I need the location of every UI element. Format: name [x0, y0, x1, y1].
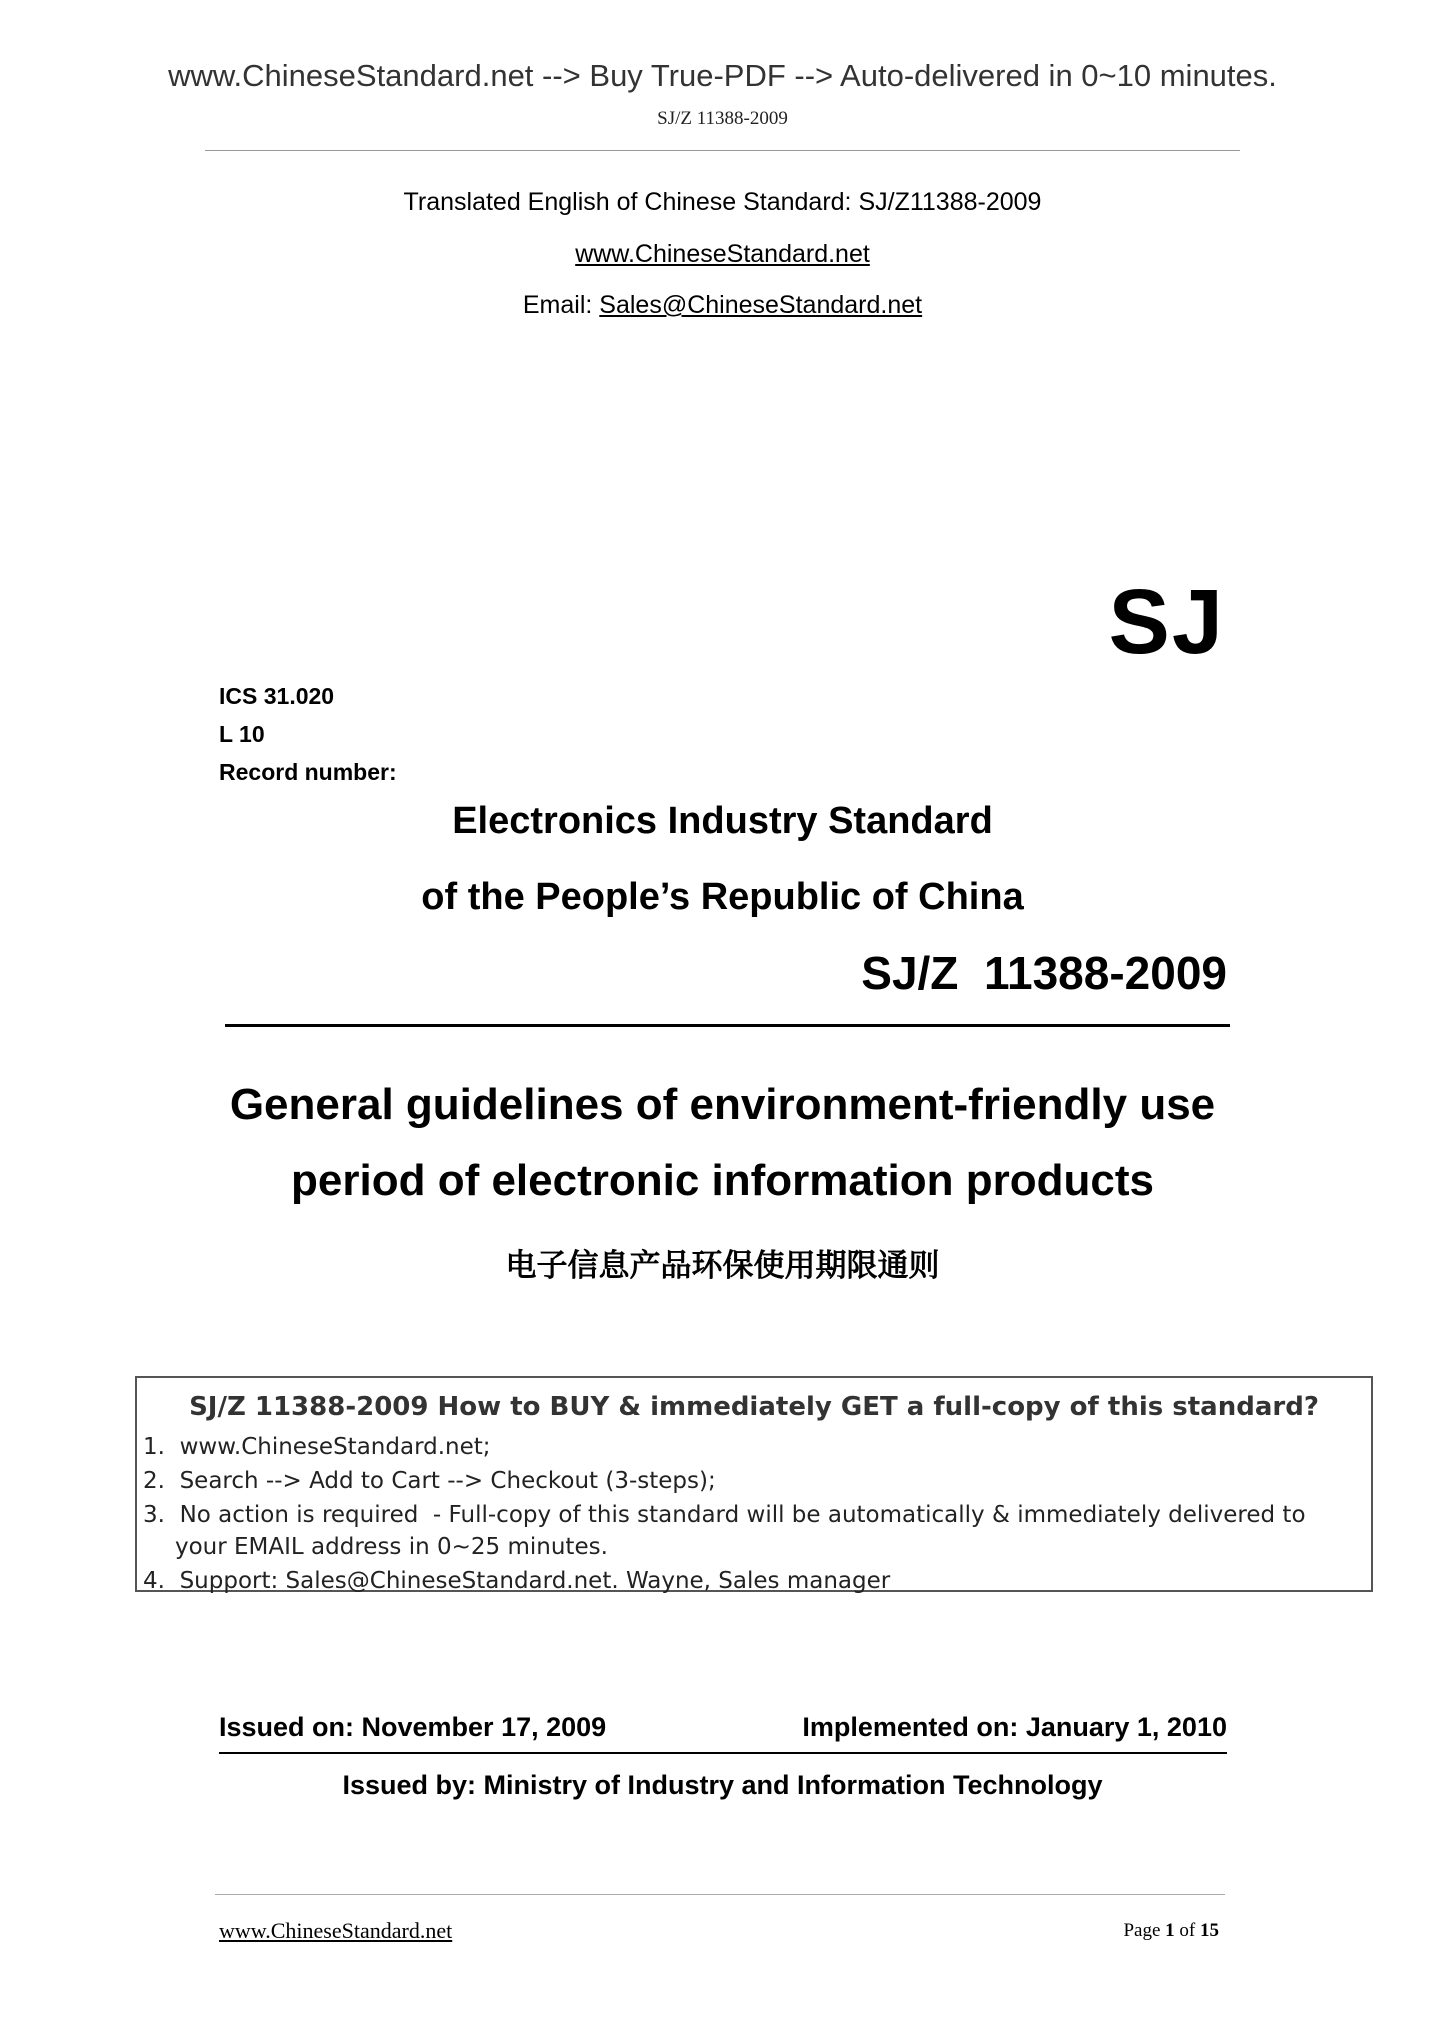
footer-divider: [215, 1894, 1225, 1895]
standard-number: SJ/Z 11388-2009: [861, 947, 1227, 999]
issued-by: Issued by: Ministry of Industry and Information Technology: [342, 1770, 1103, 1800]
translated-title: Translated English of Chinese Standard: SJ/Z11388-2009: [403, 188, 1042, 216]
org-title-line1: Electronics Industry Standard: [452, 800, 993, 842]
buy-instructions-box: [135, 1376, 1373, 1592]
buy-step-4: 4. Support: Sales@ChineseStandard.net. Wayne, Sales manager: [143, 1568, 891, 1594]
buy-box-title: SJ/Z 11388-2009 How to BUY & immediately GET a full-copy of this standard?: [189, 1392, 1319, 1422]
l-code: L 10: [219, 721, 265, 747]
email-line: [0, 291, 1445, 320]
site-link-text[interactable]: www.ChineseStandard.net: [575, 240, 870, 268]
email-label: Email:: [522, 291, 593, 319]
implemented-on: Implemented on: January 1, 2010: [802, 1712, 1227, 1742]
title-en-line2: period of electronic information products: [291, 1156, 1154, 1205]
issue-divider: [219, 1752, 1227, 1754]
ics-code: ICS 31.020: [219, 683, 335, 709]
sj-logo: SJ: [1108, 571, 1225, 673]
title-zh: 电子信息产品环保使用期限通则: [505, 1248, 940, 1283]
title-divider: [225, 1024, 1230, 1027]
classification-block: [219, 677, 397, 791]
page-of: of: [1179, 1920, 1196, 1941]
buy-step-3: 3. No action is required - Full-copy of this standard will be automatically & immediately delivered to: [143, 1502, 1306, 1528]
buy-step-2: 2. Search --> Add to Cart --> Checkout (3-steps);: [143, 1468, 716, 1494]
page-total: 15: [1200, 1920, 1219, 1941]
title-en-line1: General guidelines of environment-friendly use: [229, 1080, 1216, 1129]
footer-site-link[interactable]: www.ChineseStandard.net: [219, 1918, 453, 1943]
record-number: Record number:: [219, 759, 397, 785]
email-link[interactable]: Sales@ChineseStandard.net: [599, 291, 923, 319]
org-title-line2: of the People’s Republic of China: [421, 876, 1024, 918]
issued-on: Issued on: November 17, 2009: [219, 1712, 607, 1742]
page-label: Page: [1123, 1920, 1161, 1941]
page-indicator: [1123, 1920, 1219, 1942]
page-current: 1: [1165, 1920, 1175, 1941]
header-divider: [205, 150, 1240, 151]
site-link[interactable]: [0, 240, 1445, 269]
buy-step-3-continued: your EMAIL address in 0~25 minutes.: [175, 1534, 608, 1560]
buy-step-1: 1. www.ChineseStandard.net;: [143, 1434, 491, 1460]
top-banner: www.ChineseStandard.net --> Buy True-PDF --> Auto-delivered in 0~10 minutes.: [168, 58, 1277, 93]
header-doc-code: SJ/Z 11388-2009: [657, 108, 788, 129]
